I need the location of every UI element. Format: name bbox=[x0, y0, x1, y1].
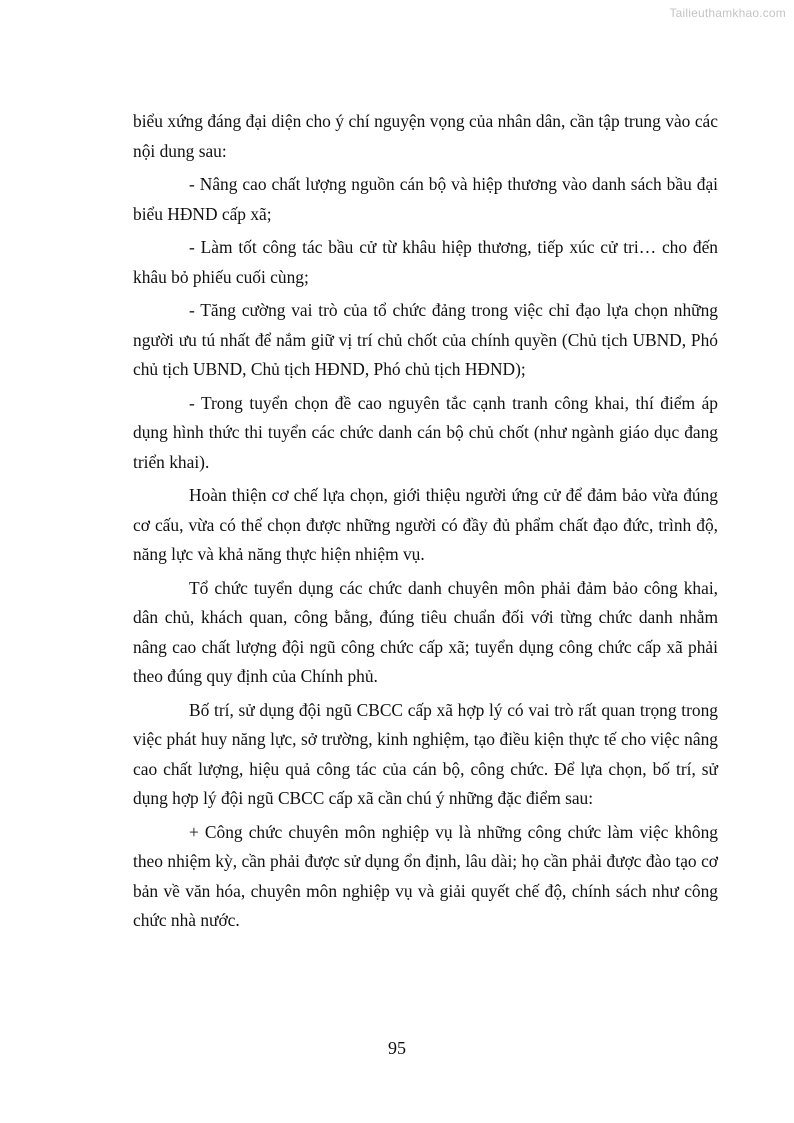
paragraph-recruitment: Tổ chức tuyển dụng các chức danh chuyên môn phải đảm bảo công khai, dân chủ, khách quan, công bằng, đúng tiêu chuẩn đối với từng chức danh nhằm nâng cao chất lượng đội ngũ công chức cấp xã; tuyển dụng công chức cấp xã phải theo đúng quy định của Chính phủ. bbox=[133, 577, 718, 686]
bullet-item-competitive-selection: - Trong tuyển chọn đề cao nguyên tắc cạnh tranh công khai, thí điểm áp dụng hình thức thi tuyển các chức danh cán bộ chủ chốt (như ngành giáo dục đang triển khai). bbox=[133, 392, 718, 472]
paragraph-arrangement: Bố trí, sử dụng đội ngũ CBCC cấp xã hợp lý có vai trò rất quan trọng trong việc phát huy năng lực, sở trường, kinh nghiệm, tạo điều kiện thực tế cho việc nâng cao chất lượng, hiệu quả công tác của cán bộ, công chức. Để lựa chọn, bố trí, sử dụng hợp lý đội ngũ CBCC cấp xã cần chú ý những đặc điểm sau: bbox=[133, 699, 718, 808]
document-body bbox=[133, 107, 718, 940]
bullet-item-candidate-quality: - Nâng cao chất lượng nguồn cán bộ và hiệp thương vào danh sách bầu đại biểu HĐND cấp xã; bbox=[133, 174, 718, 224]
paragraph-selection-mechanism: Hoàn thiện cơ chế lựa chọn, giới thiệu người ứng cử để đảm bảo vừa đúng cơ cấu, vừa có thể chọn được những người có đầy đủ phẩm chất đạo đức, trình độ, năng lực và khả năng thực hiện nhiệm vụ. bbox=[133, 485, 718, 564]
paragraph-continuation: biểu xứng đáng đại diện cho ý chí nguyện vọng của nhân dân, cần tập trung vào các nội dung sau: bbox=[133, 111, 718, 161]
bullet-item-election-work: - Làm tốt công tác bầu cử từ khâu hiệp thương, tiếp xúc cử tri… cho đến khâu bỏ phiếu cuối cùng; bbox=[133, 237, 718, 287]
page-number: 95 bbox=[388, 1038, 406, 1058]
watermark-text: Tailieuthamkhao.com bbox=[669, 6, 786, 20]
bullet-item-party-role: - Tăng cường vai trò của tổ chức đảng trong việc chỉ đạo lựa chọn những người ưu tú nhất để nắm giữ vị trí chủ chốt của chính quyền (Chủ tịch UBND, Phó chủ tịch UBND, Chủ tịch HĐND, Phó chủ tịch HĐND); bbox=[133, 300, 718, 379]
plus-item-professional-staff: + Công chức chuyên môn nghiệp vụ là những công chức làm việc không theo nhiệm kỳ, cần phải được sử dụng ổn định, lâu dài; họ cần phải được đào tạo cơ bản về văn hóa, chuyên môn nghiệp vụ và giải quyết chế độ, chính sách như công chức nhà nước. bbox=[133, 821, 718, 930]
